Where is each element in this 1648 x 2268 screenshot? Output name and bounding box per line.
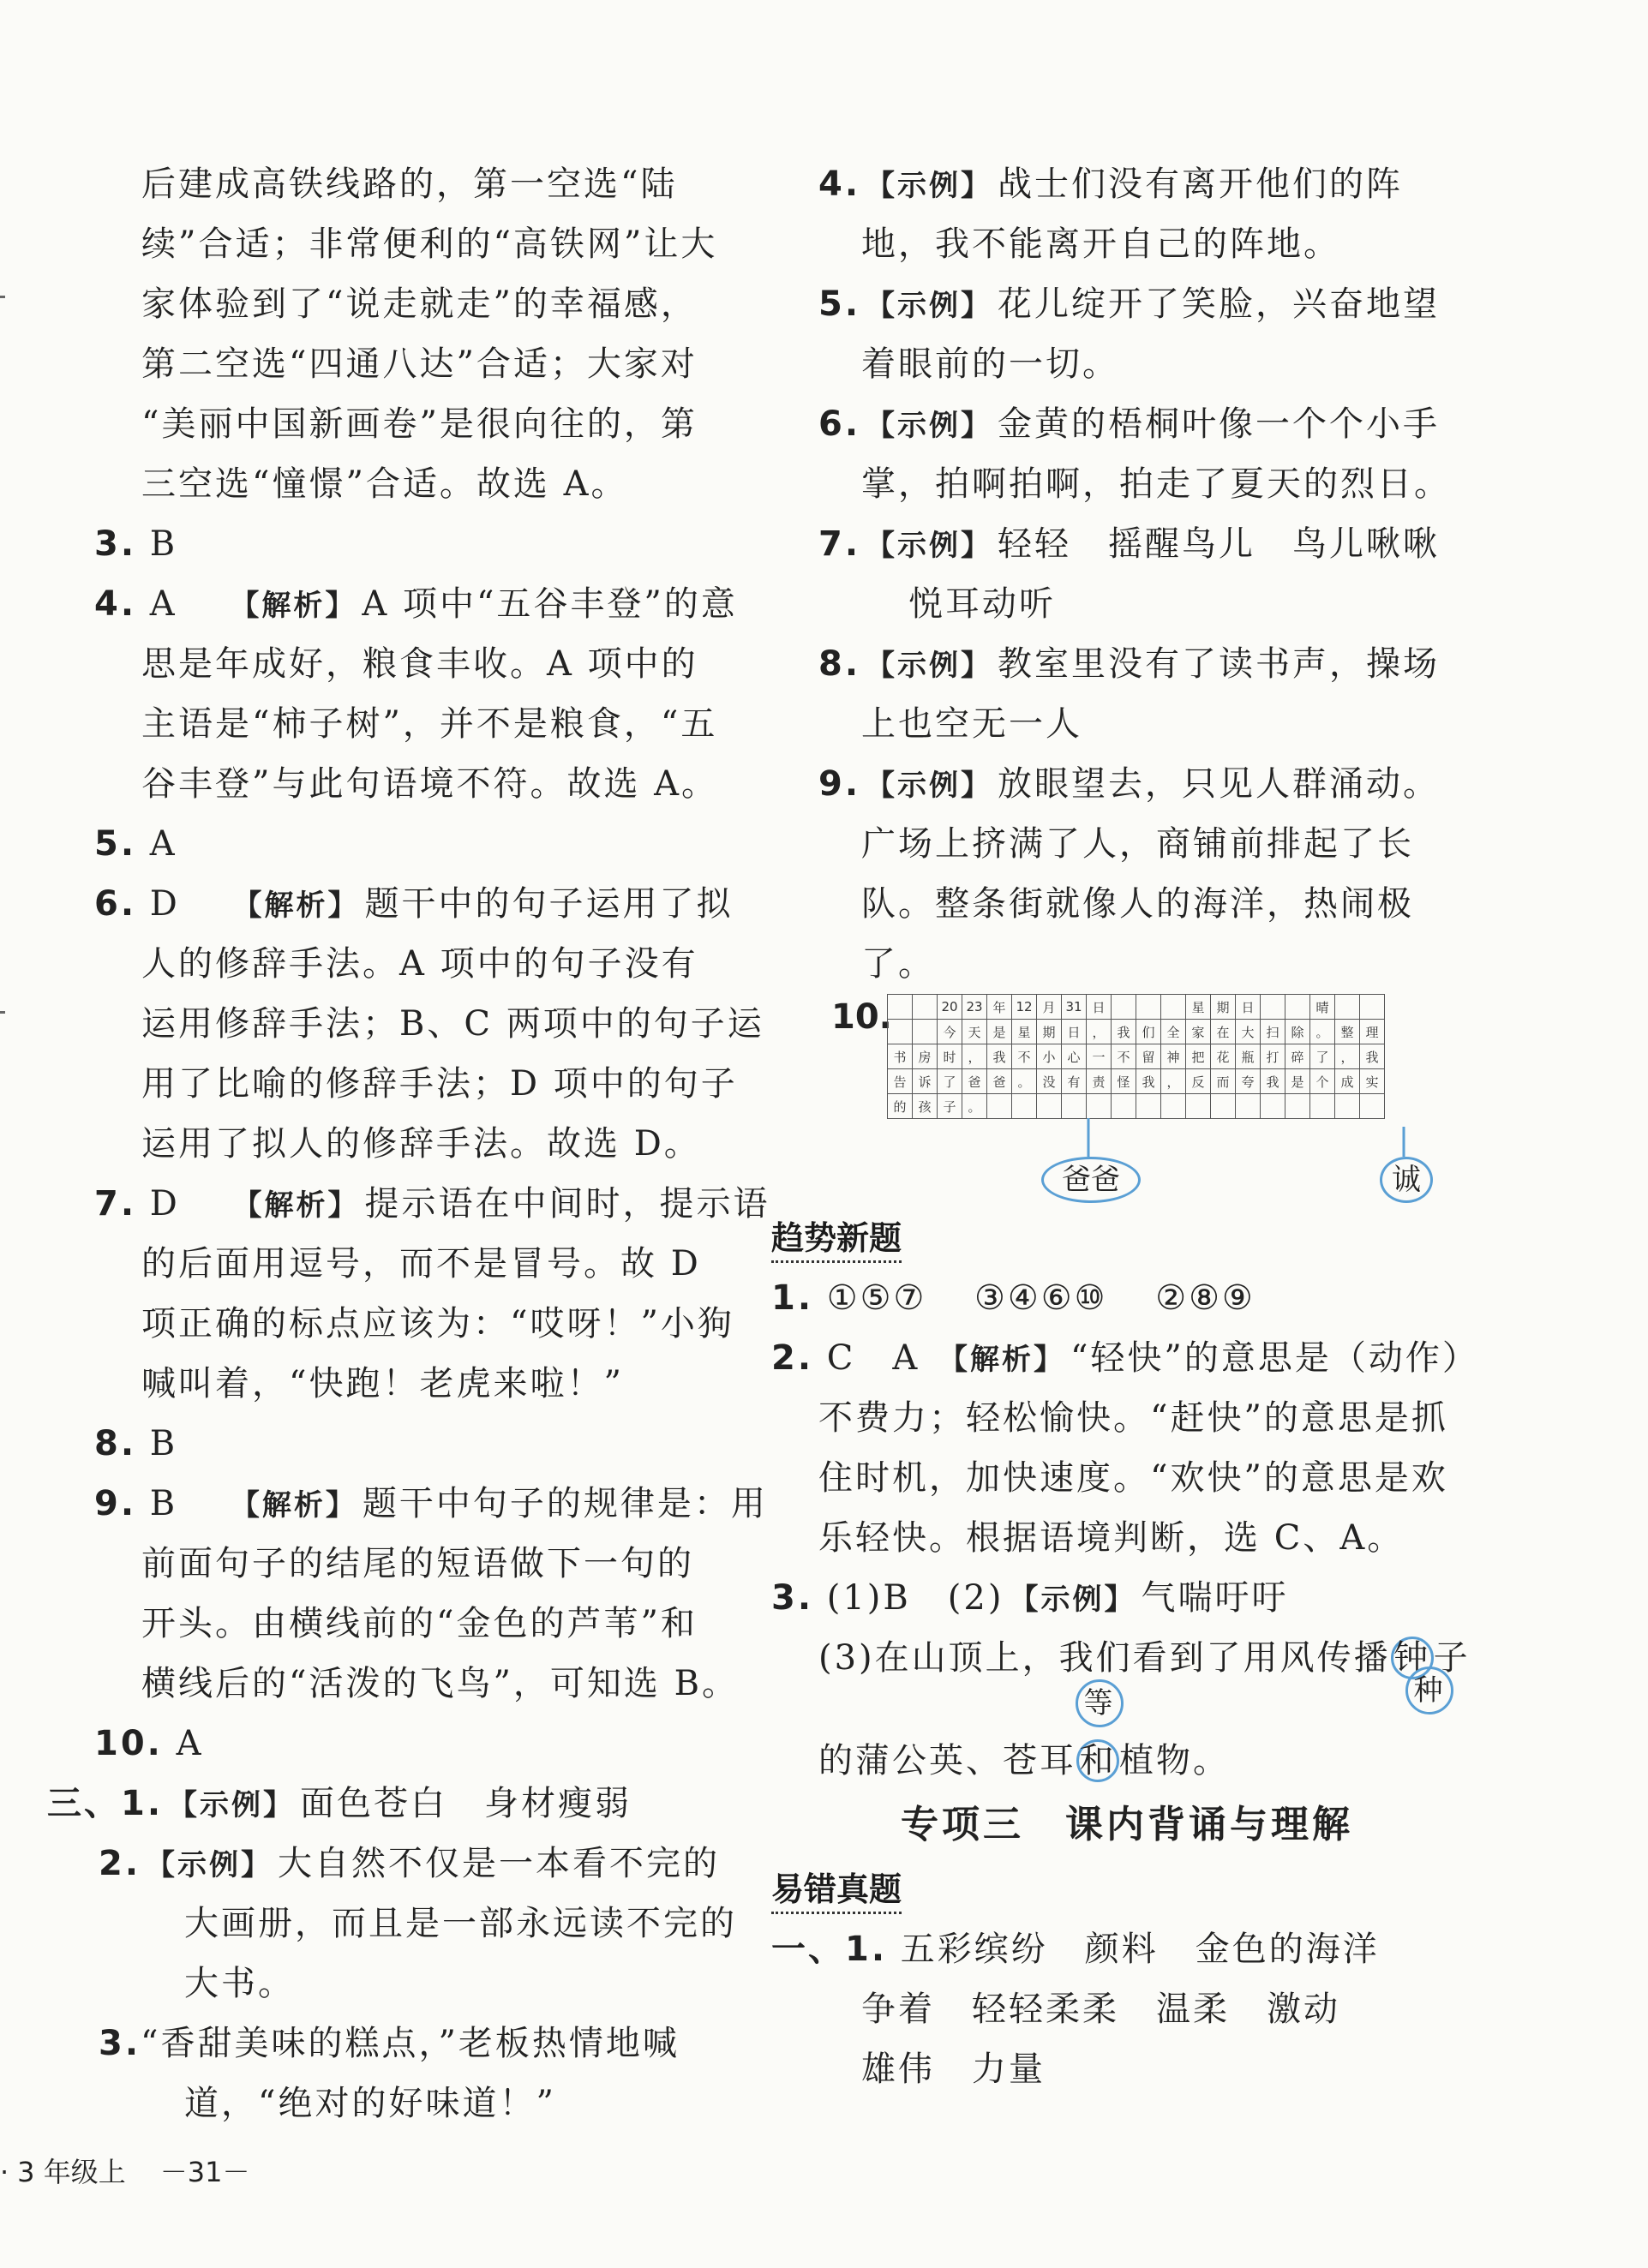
text-line: 植物。 [1119,1741,1230,1780]
analysis-tag: 【解析】 [938,1343,1065,1377]
left-column [47,154,770,2133]
grid-cell: 小 [1037,1044,1062,1069]
grid-cell: 年 [987,995,1012,1020]
grid-cell: 20 [938,995,962,1020]
trend-3-part-4 [771,1731,1483,1791]
grid-cell: 期 [1211,995,1236,1020]
writing-grid-answer [771,994,1483,1208]
grid-cell: 我 [1112,1020,1136,1044]
grid-cell: 房 [913,1044,938,1069]
grid-cell: 23 [962,995,987,1020]
question-number: 6. [818,404,861,444]
text-line: 横线后的“活泼的飞鸟”，可知选 B。 [141,1664,740,1703]
text-line: 题干中的句子运用了拟 [364,884,734,924]
grid-cell: 。 [962,1094,987,1119]
analysis-tag: 【解析】 [232,889,360,923]
example-tag: 【示例】 [866,289,993,323]
grid-cell: 月 [1037,995,1062,1020]
grid-cell: 把 [1186,1044,1211,1069]
grid-cell: 是 [1285,1069,1310,1094]
grid-cell: 31 [1062,995,1087,1020]
text-line: 不费力；轻松愉快。“赶快”的意思是抓 [818,1398,1448,1438]
text-line: 题干中句子的规律是：用 [362,1484,768,1523]
text-line: 用了比喻的修辞手法；D 项中的句子 [141,1064,738,1104]
footer-bullet: · [0,2156,9,2188]
question-number: 9. [818,764,861,804]
error-heading: 易错真题 [771,1859,1483,1919]
text-line: 广场上挤满了人，商铺前排起了长 [861,824,1414,864]
trend-1 [771,1268,1483,1328]
grid-cell: 花 [1211,1044,1236,1069]
grid-cell: 反 [1186,1069,1211,1094]
question-number: 6. [94,884,137,924]
topic-title: 专项三 课内背诵与理解 [901,1803,1353,1846]
grid-cell: 没 [1037,1069,1062,1094]
grade-label: 3 年级上 [17,2156,126,2188]
correction-bubble: 爸爸 [1041,1157,1141,1203]
grid-cell: 了 [1310,1044,1335,1069]
grid-cell: 夸 [1236,1069,1261,1094]
answer-group: ③④⑥⑩ [974,1278,1108,1318]
answer-value: B [149,1424,178,1463]
grid-cell: 天 [962,1020,987,1044]
grid-cell: 打 [1261,1044,1285,1069]
text-line: 喊叫着，“快跑！老虎来啦！” [141,1364,624,1403]
analysis-tag: 【解析】 [230,1488,357,1523]
grid-cell: 告 [888,1069,913,1094]
answer-value: D [149,884,180,924]
answer-value: 气喘吁吁 [1141,1578,1289,1618]
correction-bubble: 等 [1076,1679,1124,1727]
answer-value: B [149,524,178,564]
text-line: 教室里没有了读书声，操场 [998,644,1441,684]
answer-value: A [149,824,177,864]
question-number: 7. [94,1184,137,1224]
example-tag: 【示例】 [866,529,993,563]
grid-cell: 成 [1335,1069,1360,1094]
grid-cell: 心 [1062,1044,1087,1069]
text-line: 五彩缤纷 颜料 金色的海洋 [900,1930,1380,1969]
trend-2 [771,1328,1483,1388]
grid-cell: 在 [1211,1020,1236,1044]
grid-cell: 我 [1136,1069,1161,1094]
grid-cell: 期 [1037,1020,1062,1044]
example-tag: 【示例】 [168,1788,296,1822]
grid-cell: 我 [1360,1044,1385,1069]
text-line: 战士们没有离开他们的阵 [998,165,1404,204]
grid-cell: 留 [1136,1044,1161,1069]
grid-cell: 瓶 [1236,1044,1261,1069]
text-line: 道，“绝对的好味道！” [184,2084,556,2123]
question-number: 1. [771,1278,814,1318]
grid-cell: 理 [1360,1020,1385,1044]
section-3-item-3 [94,2014,754,2074]
analysis-tag: 【解析】 [232,1188,360,1223]
grid-cell: 孩 [913,1094,938,1119]
text-line: 续”合适；非常便利的“高铁网”让大 [141,224,718,264]
answer-9 [94,1474,768,1534]
grid-cell: 。 [1310,1020,1335,1044]
grid-cell: 今 [938,1020,962,1044]
text-line: “美丽中国新画卷”是很向往的，第 [141,404,698,444]
text-line: 雄伟 力量 [861,2050,1046,2089]
text-line: A 项中“五谷丰登”的意 [362,584,738,624]
question-number: 5. [818,284,861,324]
grid-cell: ， [1087,1020,1112,1044]
grid-cell: 我 [1261,1069,1285,1094]
text-line: 人的修辞手法。A 项中的句子没有 [141,944,698,984]
question-number: 10. [831,997,892,1037]
example-tag: 【示例】 [146,1848,273,1882]
example-tag: 【示例】 [866,169,993,203]
example-tag: 【示例】 [866,649,993,683]
grid-cell: 有 [1062,1069,1087,1094]
question-number: 3. [99,2024,141,2063]
grid-cell: 家 [1186,1020,1211,1044]
text-line: 三空选“憧憬”合适。故选 A。 [141,464,628,504]
question-number: 10. [94,1724,163,1763]
grid-cell: 神 [1161,1044,1186,1069]
text-line: 着眼前的一切。 [861,344,1119,384]
answer-value: C A [826,1338,920,1378]
answer-5 [94,814,754,874]
question-number: 4. [94,584,137,624]
text-line: 项正确的标点应该为：“哎呀！”小狗 [141,1304,734,1343]
text-line: 轻轻 摇醒鸟儿 鸟儿啾啾 [998,524,1441,564]
question-number: 3. [94,524,137,564]
answer-6 [94,874,754,934]
circled-char: 和 [1076,1739,1119,1782]
text-line: 子 [1433,1638,1471,1678]
text-line: 放眼望去，只见人群涌动。 [998,764,1441,804]
example-item-8 [771,634,1483,694]
grid-cell: 了 [938,1069,962,1094]
answer-7 [94,1174,770,1234]
text-line: 大画册，而且是一部永远读不完的 [184,1904,737,1943]
right-column [771,154,1483,2099]
example-item-7 [771,514,1483,574]
text-line: 主语是“柿子树”，并不是粮食，“五 [141,704,718,744]
grid-cell: 全 [1161,1020,1186,1044]
grid-cell: 除 [1285,1020,1310,1044]
text-line: 金黄的梧桐叶像一个个小手 [998,404,1441,444]
grid-cell: 子 [938,1094,962,1119]
answer-value: A [176,1724,204,1763]
answer-value: (1)B (2) [826,1578,1004,1618]
grid-cell: 不 [1112,1044,1136,1069]
grid-cell: 爸 [962,1069,987,1094]
text-line: “轻快”的意思是（动作） [1070,1338,1479,1378]
correction-bubble: 种 [1405,1667,1453,1714]
answer-group: ②⑧⑨ [1155,1278,1255,1318]
grid-cell: 碎 [1285,1044,1310,1069]
answer-group: ①⑤⑦ [826,1278,927,1318]
text-line: 队。整条街就像人的海洋，热闹极 [861,884,1414,924]
answer-10 [94,1714,754,1774]
grid-cell: 12 [1012,995,1037,1020]
correction-arrows [771,994,1483,1208]
text-line: 的蒲公英、苍耳 [818,1741,1076,1780]
text-line: 的后面用逗号，而不是冒号。故 D [141,1244,701,1284]
grid-cell: 时 [938,1044,962,1069]
grid-cell: 我 [987,1044,1012,1069]
grid-cell: 个 [1310,1069,1335,1094]
question-number: 9. [94,1484,137,1523]
text-line: 乐轻快。根据语境判断，选 C、A。 [818,1518,1405,1558]
question-number: 4. [818,165,861,204]
answer-4 [94,574,754,634]
answer-value: 面色苍白 身材瘦弱 [300,1784,632,1823]
example-tag: 【示例】 [1009,1583,1136,1617]
grid-cell: 是 [987,1020,1012,1044]
grid-cell: 日 [1236,995,1261,1020]
section-3-item-1 [47,1774,754,1834]
grid-cell: 而 [1211,1069,1236,1094]
grid-cell: ， [1161,1069,1186,1094]
text-line: 掌，拍啊拍啊，拍走了夏天的烈日。 [861,464,1451,504]
example-item-5 [771,274,1483,334]
grid-cell: 日 [1062,1020,1087,1044]
grid-cell: 们 [1136,1020,1161,1044]
text-line: (3)在山顶上，我们看到了用风传播 [818,1638,1391,1678]
question-number: 3. [771,1578,814,1618]
text-line: 第二空选“四通八达”合适；大家对 [141,344,698,384]
text-line: 争着 轻轻柔柔 温柔 激动 [861,1990,1340,2029]
example-item-9 [771,754,1483,814]
section-1-item-1 [771,1919,1483,1979]
example-item-6 [771,394,1483,454]
circled-char: 钟 [1391,1637,1434,1679]
answer-value: B [149,1484,178,1523]
correction-bubble: 诚 [1380,1157,1433,1203]
grid-cell: 整 [1335,1020,1360,1044]
text-line: 住时机，加快速度。“欢快”的意思是欢 [818,1458,1448,1498]
text-line: 运用了拟人的修辞手法。故选 D。 [141,1124,701,1164]
section-3-item-2 [94,1834,754,1894]
edge-mark [0,296,5,298]
grid-cell: 责 [1087,1069,1112,1094]
text-line: 运用修辞手法；B、C 两项中的句子运 [141,1004,764,1044]
grid-cell: 诉 [913,1069,938,1094]
answer-8 [94,1414,754,1474]
text-line: 大书。 [184,1964,295,2003]
section-prefix: 三、 [47,1784,121,1823]
analysis-tag: 【解析】 [230,589,357,623]
answer-value: D [149,1184,180,1224]
grid-cell: 大 [1236,1020,1261,1044]
text-line: 大自然不仅是一本看不完的 [278,1844,721,1883]
text-line: 了。 [861,944,935,984]
text-line: 谷丰登”与此句语境不符。故选 A。 [141,764,719,804]
question-number: 1. [845,1930,888,1969]
text-line: 开头。由横线前的“金色的芦苇”和 [141,1604,698,1643]
trend-3 [771,1568,1483,1628]
grid-cell: 的 [888,1094,913,1119]
grid-cell: ， [962,1044,987,1069]
example-tag: 【示例】 [866,769,993,803]
text-line: 后建成高铁线路的，第一空选“陆 [141,165,678,204]
grid-cell: 星 [1012,1020,1037,1044]
text-line: 提示语在中间时，提示语 [364,1184,770,1224]
question-number: 8. [94,1424,137,1463]
grid-cell: 不 [1012,1044,1037,1069]
question-number: 7. [818,524,861,564]
grid-cell: 一 [1087,1044,1112,1069]
text-line: 地，我不能离开自己的阵地。 [861,224,1340,264]
grid-cell: 。 [1012,1069,1037,1094]
text-line: 花儿绽开了笑脸，兴奋地望 [998,284,1441,324]
trend-3-part-3 [771,1628,1483,1720]
edge-mark [0,1011,5,1014]
grid-cell: 星 [1186,995,1211,1020]
grid-cell: 怪 [1112,1069,1136,1094]
grid-cell: 晴 [1310,995,1335,1020]
grid-cell: 扫 [1261,1020,1285,1044]
section-prefix: 一、 [771,1930,845,1969]
trend-heading: 趋势新题 [771,1208,1483,1268]
question-number: 2. [771,1338,814,1378]
text-line: 上也空无一人 [861,704,1082,744]
example-tag: 【示例】 [866,409,993,443]
question-number: 1. [121,1784,164,1823]
example-item-4 [771,154,1483,214]
grid-cell: ， [1335,1044,1360,1069]
text-line: 前面句子的结尾的短语做下一句的 [141,1544,694,1583]
text-line: “香甜美味的糕点，”老板热情地喊 [141,2024,680,2063]
page-number: －31－ [159,2156,250,2188]
grid-cell: 实 [1360,1069,1385,1094]
grid-cell: 日 [1087,995,1112,1020]
grid-cell: 爸 [987,1069,1012,1094]
page-footer [0,2151,249,2190]
text-line: 悦耳动听 [908,584,1056,624]
question-number: 8. [818,644,861,684]
question-number: 5. [94,824,137,864]
text-line: 家体验到了“说走就走”的幸福感， [141,284,698,324]
text-line: 思是年成好，粮食丰收。A 项中的 [141,644,698,684]
answer-value: A [149,584,177,624]
question-number: 2. [99,1844,141,1883]
answer-3 [94,514,754,574]
grid-cell: 书 [888,1044,913,1069]
